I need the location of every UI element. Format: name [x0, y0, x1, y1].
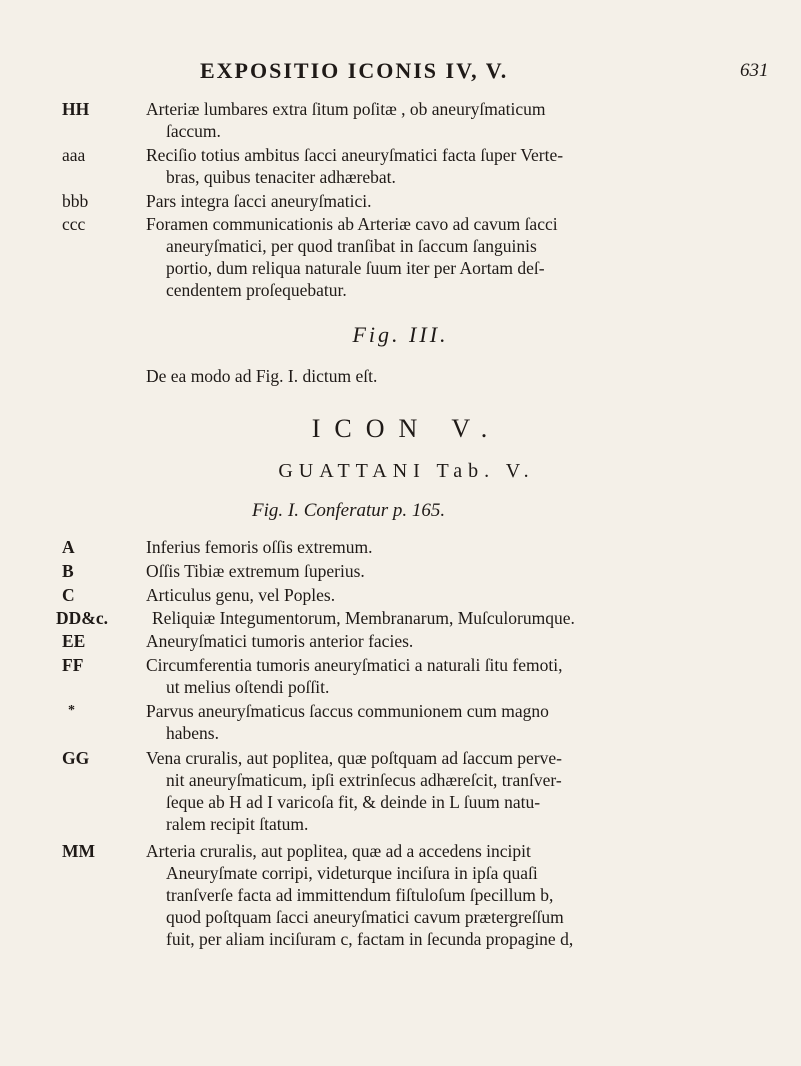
legend-line: Articulus genu, vel Poples.: [146, 585, 336, 605]
legend-line: Arteria cruralis, aut poplitea, quæ ad a accedens incipit: [146, 841, 531, 861]
legend-text: [146, 840, 786, 950]
legend-line: Oſſis Tibiæ extremum ſuperius.: [146, 561, 365, 581]
legend-line: Parvus aneuryſmaticus ſaccus communionem cum magno: [146, 701, 549, 721]
fig3-heading: Fig. III.: [352, 322, 449, 347]
legend-line: aneuryſmatici, per quod tranſibat in ſaccum ſanguinis: [166, 236, 537, 256]
legend-key: MM: [62, 841, 96, 861]
legend-key: B: [62, 561, 74, 581]
legend-key: ccc: [62, 214, 86, 234]
legend-key: HH: [62, 99, 90, 119]
legend-key: EE: [62, 631, 86, 651]
legend-line: portio, dum reliqua naturale ſuum iter per Aortam deſ-: [166, 258, 545, 278]
legend-line: Reliquiæ Integumentorum, Membranarum, Muſculorumque.: [152, 608, 575, 628]
legend-line: cendentem proſequebatur.: [166, 280, 347, 300]
legend-text: [146, 630, 786, 652]
running-head: [0, 58, 801, 88]
legend-text: [146, 560, 786, 582]
legend-line: ſaccum.: [166, 121, 221, 141]
legend-line: ſeque ab H ad I varicoſa fit, & deinde in L ſuum natu-: [166, 792, 541, 812]
legend-text: [152, 607, 792, 629]
legend-key: GG: [62, 748, 90, 768]
fig1-heading: Fig. I. Conferatur p. 165.: [252, 500, 446, 521]
legend-key: bbb: [62, 191, 89, 211]
legend-line: nit aneuryſmaticum, ipſi extrinſecus adhæreſcit, tranſver-: [166, 770, 562, 790]
legend-line: Foramen communicationis ab Arteriæ cavo ad cavum ſacci: [146, 214, 558, 234]
legend-key: C: [62, 585, 75, 605]
legend-text: [146, 536, 786, 558]
legend-key: DD&c.: [56, 608, 108, 628]
legend-line: Vena cruralis, aut poplitea, quæ poſtquam ad ſaccum perve-: [146, 748, 562, 768]
legend-line: Aneuryſmatici tumoris anterior facies.: [146, 631, 414, 651]
legend-text: [146, 584, 786, 606]
legend-key: *: [68, 703, 75, 718]
legend-line: Pars integra ſacci aneuryſmatici.: [146, 191, 372, 211]
icon-title: ICON V.: [311, 414, 502, 443]
legend-text: [146, 144, 786, 188]
legend-key: A: [62, 537, 75, 557]
legend-text: [146, 190, 786, 212]
legend-key: aaa: [62, 145, 86, 165]
legend-key: FF: [62, 655, 84, 675]
legend-line: Circumferentia tumoris aneuryſmatici a naturali ſitu femoti,: [146, 655, 563, 675]
legend-line: fuit, per aliam inciſuram c, factam in ſecunda propagine d,: [166, 929, 574, 949]
plate-reference: GUATTANI Tab. V.: [278, 460, 535, 482]
legend-line: Reciſio totius ambitus ſacci aneuryſmatici facta ſuper Verte-: [146, 145, 564, 165]
legend-text: [146, 700, 786, 744]
legend-line: Inferius femoris oſſis extremum.: [146, 537, 373, 557]
running-title: EXPOSITIO ICONIS IV, V.: [200, 58, 509, 83]
legend-text: [146, 654, 786, 698]
legend-text: [146, 213, 786, 301]
legend-line: habens.: [166, 723, 219, 743]
fig3-description: De ea modo ad Fig. I. dictum eſt.: [146, 366, 378, 386]
legend-line: Arteriæ lumbares extra ſitum poſitæ , ob aneuryſmaticum: [146, 99, 546, 119]
legend-text: [146, 98, 786, 142]
legend-line: Aneuryſmate corripi, videturque inciſura in ipſa quaſi: [166, 863, 538, 883]
legend-line: bras, quibus tenaciter adhærebat.: [166, 167, 396, 187]
legend-text: [146, 747, 786, 835]
legend-line: ut melius oſtendi poſſit.: [166, 677, 330, 697]
page-number: 631: [740, 60, 769, 81]
legend-line: ralem recipit ſtatum.: [166, 814, 309, 834]
legend-line: tranſverſe facta ad immittendum fiſtuloſum ſpecillum b,: [166, 885, 554, 905]
legend-line: quod poſtquam ſacci aneuryſmatici cavum prætergreſſum: [166, 907, 564, 927]
